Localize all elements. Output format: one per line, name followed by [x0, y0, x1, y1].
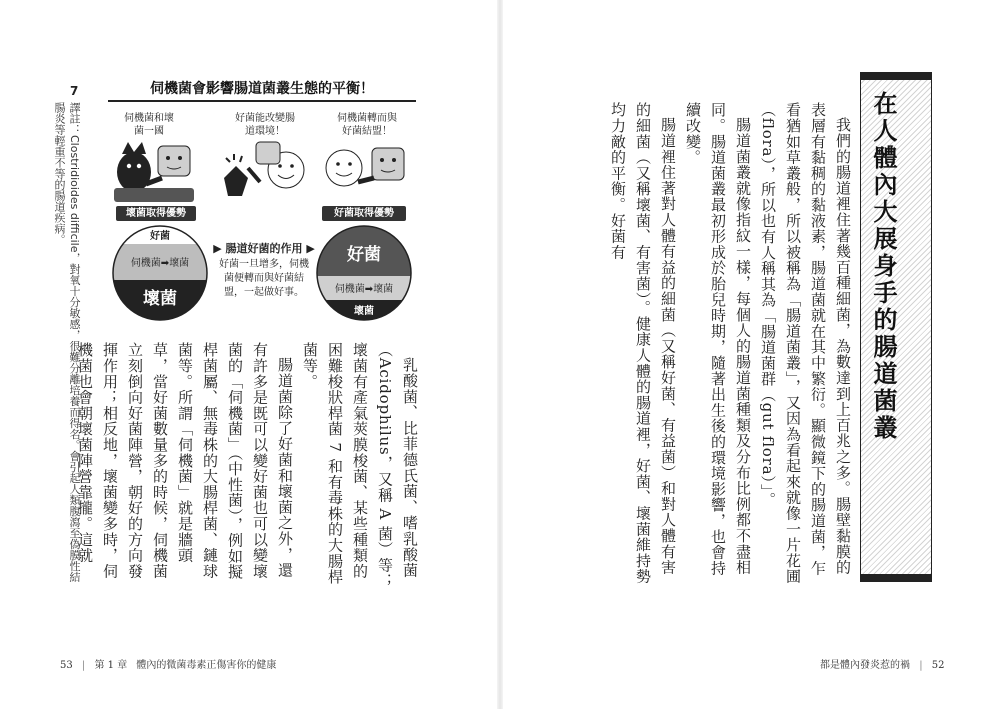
panel2-illustration	[220, 138, 312, 204]
right-circle-bottom-label: 壞菌	[354, 306, 374, 317]
right-footer: 都是體內發炎惹的禍 | 52	[820, 660, 945, 671]
title-box-bottom-bar	[861, 574, 931, 581]
paragraph: 腸道菌叢就像指紋一樣，每個人的腸道菌種類及分布比例都不盡相同。腸道菌叢最初形成於胎兒時期，隨著出生後的環境影響，也會持續改變。	[684, 102, 752, 576]
right-body-text	[593, 102, 855, 590]
page-number: 53	[60, 660, 73, 671]
paragraph: 我們的腸道裡住著幾百種細菌，為數達到上百兆之多。腸壁黏膜的表層有黏稠的黏液素，腸道菌就在其中繁衍。顯微鏡下的腸道菌，乍看猶如草叢般，所以被稱為「腸道菌叢」，又因為看起來就像一片花圃（flora），所以也有人稱其為「腸道菌群（gut flora）」。	[759, 102, 852, 585]
infographic-title: 伺機菌會影響腸道菌叢生態的平衡！	[150, 81, 374, 97]
panel1-illustration	[112, 138, 198, 204]
chapter-title-box	[860, 72, 932, 582]
paragraph: 腸道菌除了好菌和壞菌之外，還有許多是既可以變好菌也可以變壞菌的「伺機菌」（中性菌），例如擬桿菌屬、無毒株的大腸桿菌、鏈球菌等。所謂「伺機菌」就是牆頭草，當好菌數量多的時候，伺機菌立刻倒向好菌陣營，朝好的方向發揮作用；相反地，壞菌變多時，伺機菌也會朝壞菌陣營靠攏。這就	[76, 342, 294, 580]
arrow-icon: ▶	[213, 242, 226, 255]
title-box-top-bar	[861, 73, 931, 80]
running-title: 都是體內發炎惹的禍	[820, 660, 910, 671]
chapter-title: 體內的微菌毒素正傷害你的健康	[136, 660, 277, 671]
right-circle-top-label: 好菌	[347, 245, 381, 265]
paragraph: 腸道裡住著對人體有益的細菌（又稱好菌、有益菌）和對人體有害的細菌（又稱壞菌、有害菌）。健康人體的腸道裡，好菌、壞菌維持勢均力敵的平衡。好菌有	[609, 102, 677, 585]
footnote-text: 譯註：Clostridioides difficile，對氧十分敏感，很難分離培養而得名。會引起人類腹瀉至偽膜性結腸炎等輕重不等的腸道疾病。	[53, 102, 81, 583]
center-heading: 腸道好菌的作用	[225, 242, 303, 255]
infographic-rule	[108, 100, 416, 102]
center-heading-row	[212, 240, 316, 256]
infographic	[108, 78, 416, 328]
left-footer: 53 | 第 1 章 體內的微菌毒素正傷害你的健康	[60, 660, 277, 671]
panel3-illustration	[322, 138, 412, 204]
book-gutter	[497, 0, 503, 709]
bad-dominant-banner: 壞菌取得優勢	[116, 206, 196, 221]
chapter-title: 在人體內大展身手的腸道菌叢	[869, 91, 897, 442]
left-circle-middle-label: 伺機菌➡壞菌	[130, 258, 190, 269]
arrow-icon: ▶	[302, 242, 315, 255]
panel2-caption: 好菌能改變腸道環境！	[235, 113, 295, 137]
good-dominant-banner: 好菌取得優勢	[322, 206, 406, 221]
left-body-text	[76, 342, 422, 592]
panel3-caption: 伺機菌轉而與好菌結盟！	[337, 113, 397, 137]
page-number: 52	[931, 660, 945, 671]
footnote-number: 7	[70, 84, 79, 98]
paragraph: 乳酸菌、比菲德氏菌、嗜乳酸菌（Acidophilus，又稱 A 菌）等；壞菌有產氣莢膜梭菌、某些種類的困難梭狀桿菌 7 和有毒株的大腸桿菌等。	[301, 342, 419, 589]
chapter-number: 第 1 章	[94, 660, 128, 671]
panel1-caption: 伺機菌和壞菌一國	[124, 113, 174, 137]
bad-dominant-circle	[108, 224, 212, 322]
right-circle-middle-label: 伺機菌➡壞菌	[334, 284, 394, 295]
center-text: 好菌一旦增多，伺機菌便轉而與好菌結盟，一起做好事。	[219, 259, 309, 298]
left-circle-bottom-label: 壞菌	[143, 289, 177, 309]
good-dominant-circle	[312, 224, 416, 322]
left-circle-top-label: 好菌	[150, 231, 170, 242]
